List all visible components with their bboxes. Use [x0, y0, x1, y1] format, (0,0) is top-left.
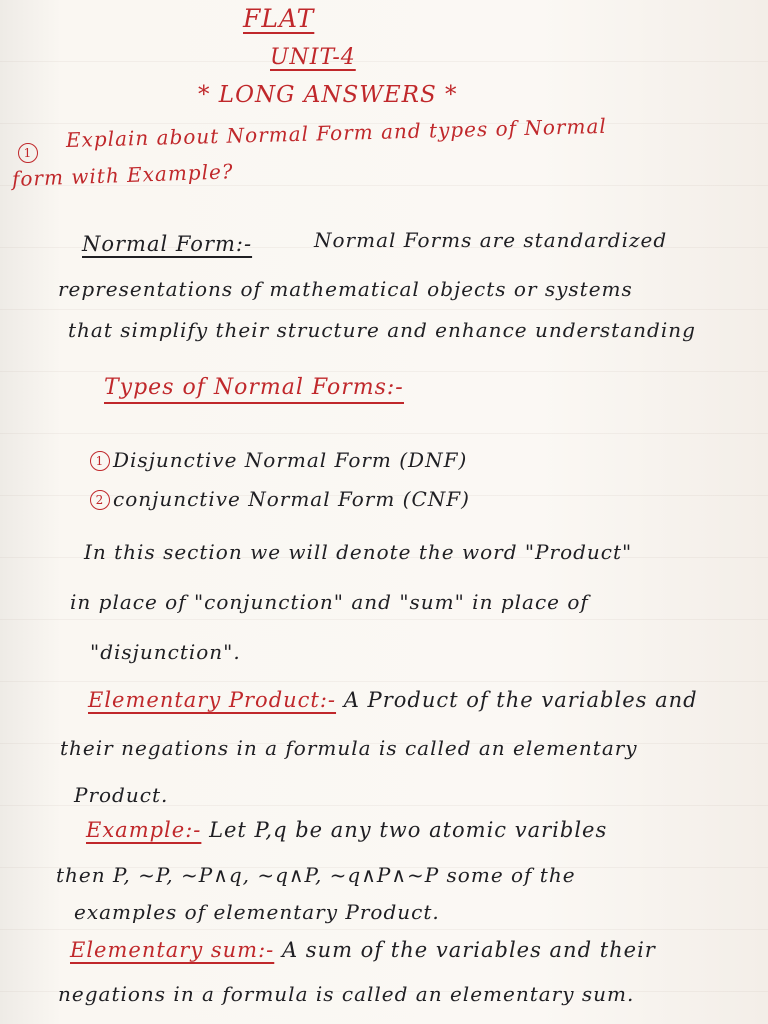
item-text: conjunctive Normal Form (CNF)	[113, 487, 470, 511]
types-heading: Types of Normal Forms:-	[104, 375, 404, 404]
normal-form-definition-3: that simplify their structure and enhance understanding	[68, 318, 696, 342]
item-number: 1	[90, 451, 110, 471]
types-item-2	[90, 487, 470, 511]
question-number: 1	[18, 143, 41, 164]
elementary-product-text: A Product of the variables and	[343, 688, 698, 712]
item-text: Disjunctive Normal Form (DNF)	[113, 448, 468, 472]
elementary-sum-text: A sum of the variables and their	[281, 938, 656, 962]
example-line-2: then P, ~P, ~P∧q, ~q∧P, ~q∧P∧~P some of the	[56, 863, 576, 887]
paragraph-line-3: "disjunction".	[90, 640, 241, 664]
elementary-product-line-3: Product.	[74, 783, 169, 807]
paragraph-line-2: in place of "conjunction" and "sum" in place of	[70, 590, 589, 614]
normal-form-label: Normal Form:-	[82, 232, 253, 256]
elementary-product-line-1	[88, 688, 698, 712]
example-text: Let P,q be any two atomic varibles	[209, 818, 608, 842]
elementary-product-label: Elementary Product:-	[88, 688, 337, 712]
question-line-2: form with Example?	[11, 159, 234, 191]
types-item-1	[90, 448, 467, 472]
unit-label: UNIT-4	[270, 45, 356, 70]
example-line-1	[86, 818, 607, 842]
paragraph-line-1: In this section we will denote the word "Product"	[84, 540, 633, 564]
elementary-sum-label: Elementary sum:-	[70, 938, 275, 962]
elementary-sum-line-1	[70, 938, 656, 962]
normal-form-definition-1: Normal Forms are standardized	[314, 228, 668, 252]
page-title: FLAT	[243, 4, 315, 33]
section-heading: * LONG ANSWERS *	[198, 82, 458, 108]
example-line-3: examples of elementary Product.	[74, 900, 440, 924]
normal-form-definition-2: representations of mathematical objects or systems	[58, 277, 633, 301]
elementary-sum-line-2: negations in a formula is called an elementary sum.	[58, 982, 635, 1006]
elementary-product-line-2: their negations in a formula is called an elementary	[60, 736, 638, 760]
example-label: Example:-	[86, 818, 202, 842]
question-line-1: Explain about Normal Form and types of Normal	[65, 113, 608, 152]
item-number: 2	[90, 490, 110, 510]
